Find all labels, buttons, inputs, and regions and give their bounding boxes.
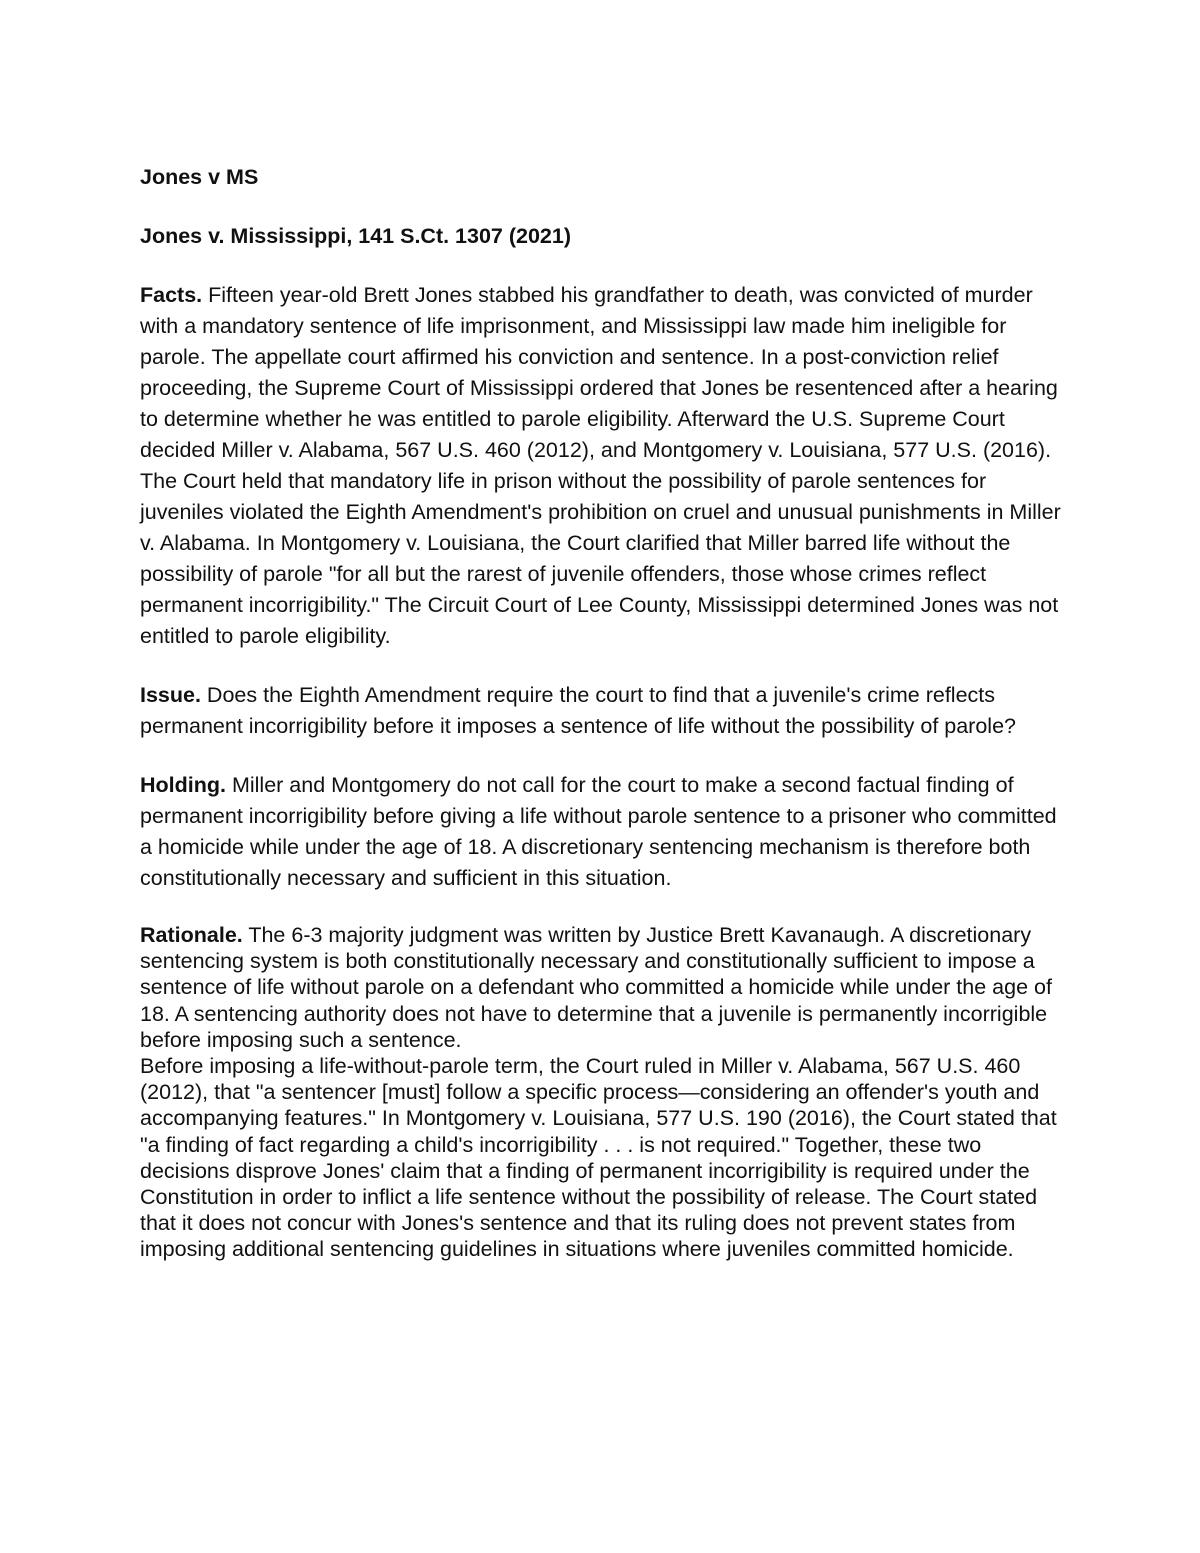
rationale-label: Rationale. bbox=[140, 923, 243, 947]
rationale-continuation: Before imposing a life-without-parole term, the Court ruled in Miller v. Alabama, 567 U.S. 460 (2012), that "a sentencer [must] follow a specific process—considering an offender's youth and accompanying features." In Montgomery v. Louisiana, 577 U.S. 190 (2016), the Court stated that "a finding of fact regarding a child's incorrigibility . . . is not required." Together, these two decisions disprove Jones' claim that a finding of permanent incorrigibility is required under the Constitution in order to inflict a life sentence without the possibility of release. The Court stated that it does not concur with Jones's sentence and that its ruling does not prevent states from imposing additional sentencing guidelines in situations where juveniles committed homicide. bbox=[140, 1054, 1057, 1262]
document-body bbox=[140, 162, 1065, 1263]
facts-text: Fifteen year-old Brett Jones stabbed his grandfather to death, was convicted of murder with a mandatory sentence of life imprisonment, and Mississippi law made him ineligible for parole. The appellate court affirmed his conviction and sentence. In a post-conviction relief proceeding, the Supreme Court of Mississippi ordered that Jones be resentenced after a hearing to determine whether he was entitled to parole eligibility. Afterward the U.S. Supreme Court decided Miller v. Alabama, 567 U.S. 460 (2012), and Montgomery v. Louisiana, 577 U.S. (2016). The Court held that mandatory life in prison without the possibility of parole sentences for juveniles violated the Eighth Amendment's prohibition on cruel and unusual punishments in Miller v. Alabama. In Montgomery v. Louisiana, the Court clarified that Miller barred life without the possibility of parole "for all but the rarest of juvenile offenders, those whose crimes reflect permanent incorrigibility." The Circuit Court of Lee County, Mississippi determined Jones was not entitled to parole eligibility. bbox=[140, 283, 1061, 648]
holding-text: Miller and Montgomery do not call for the court to make a second factual finding of permanent incorrigibility before giving a life without parole sentence to a prisoner who committed a homicide while under the age of 18. A discretionary sentencing mechanism is therefore both constitutionally necessary and sufficient in this situation. bbox=[140, 773, 1057, 890]
issue-text: Does the Eighth Amendment require the court to find that a juvenile's crime reflects permanent incorrigibility before it imposes a sentence of life without the possibility of parole? bbox=[140, 683, 1016, 738]
facts-section bbox=[140, 280, 1065, 652]
case-citation: Jones v. Mississippi, 141 S.Ct. 1307 (2021) bbox=[140, 224, 572, 248]
holding-section bbox=[140, 770, 1065, 894]
rationale-section bbox=[140, 922, 1065, 1053]
document-title: Jones v MS bbox=[140, 165, 259, 189]
issue-section bbox=[140, 680, 1065, 742]
facts-label: Facts. bbox=[140, 283, 203, 307]
issue-label: Issue. bbox=[140, 683, 201, 707]
rationale-text: The 6-3 majority judgment was written by Justice Brett Kavanaugh. A discretionary sentencing system is both constitutionally necessary and constitutionally sufficient to impose a sentence of life without parole on a defendant who committed a homicide while under the age of 18. A sentencing authority does not have to determine that a juvenile is permanently incorrigible before imposing such a sentence. bbox=[140, 923, 1052, 1052]
holding-label: Holding. bbox=[140, 773, 226, 797]
